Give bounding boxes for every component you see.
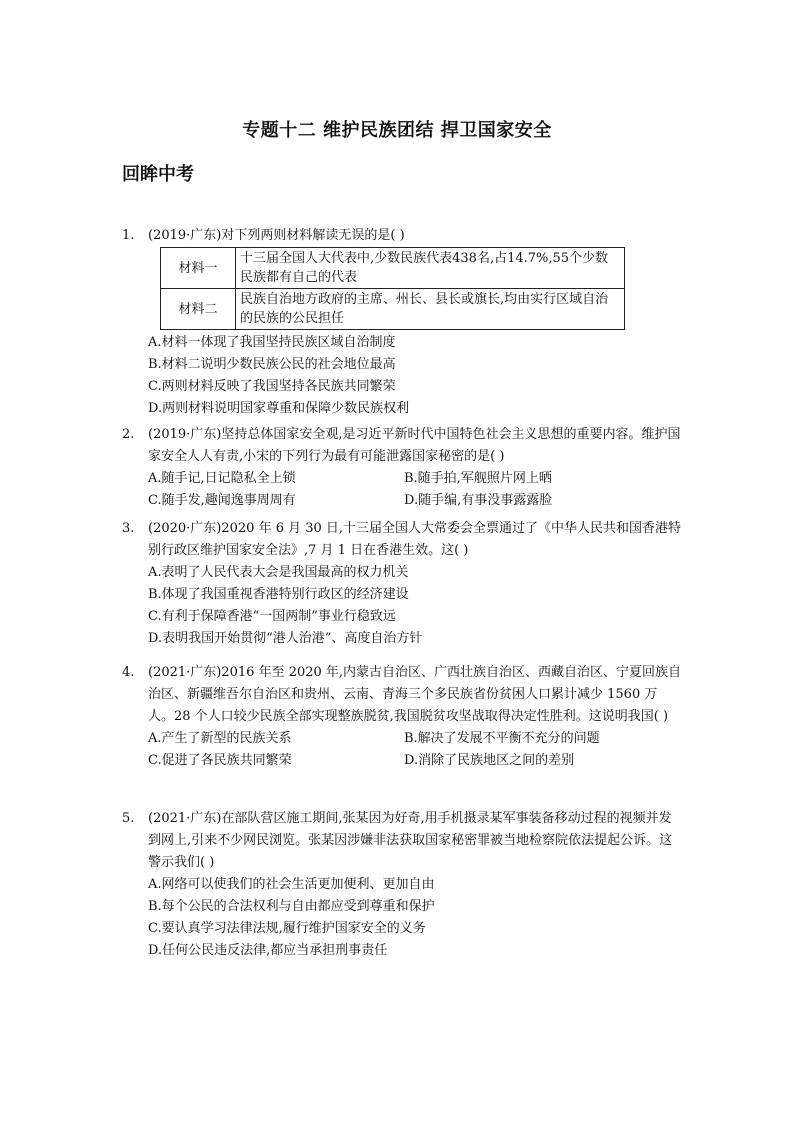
question-stem: (2020·广东)2020 年 6 月 30 日,十三届全国人大常委会全票通过了《中华人民共和国香港特别行政区维护国家安全法》,7 月 1 日在香港生效。这( ) [148, 521, 682, 558]
option-d: D.消除了民族地区之间的差别 [404, 753, 575, 768]
table-row [161, 248, 625, 289]
page-title: 专题十二 维护民族团结 捍卫国家安全 [242, 120, 552, 141]
question-number: 2. [122, 427, 135, 442]
question-number: 3. [122, 521, 135, 536]
option-d: D.随手编,有事没事露露脸 [404, 493, 553, 508]
materials-table [160, 247, 625, 330]
question-number: 5. [122, 811, 135, 826]
question-3 [122, 518, 682, 650]
option-b: B.体现了我国重视香港特别行政区的经济建设 [148, 587, 409, 602]
table-row [161, 289, 625, 330]
question-stem: (2021·广东)2016 年至 2020 年,内蒙古自治区、广西壮族自治区、西藏自治区、宁夏回族自治区、新疆维吾尔自治区和贵州、云南、青海三个多民族省份贫困人口累计减少 1560 万人。28 个人口较少民族全部实现整族脱贫,我国脱贫攻坚战取得决定性胜利。这说明我国( ) [148, 665, 682, 724]
option-a: A.随手记,日记隐私全上锁 [148, 471, 296, 486]
option-b: B.材料二说明少数民族公民的社会地位最高 [148, 357, 396, 372]
option-d: D.表明我国开始贯彻“港人治港”、高度自治方针 [148, 631, 423, 646]
option-c: C.随手发,趣闻逸事周周有 [148, 493, 296, 508]
question-4 [122, 662, 682, 772]
option-c: C.促进了各民族共同繁荣 [148, 753, 292, 768]
question-stem: (2019·广东)坚持总体国家安全观,是习近平新时代中国特色社会主义思想的重要内容。维护国家安全人人有责,小宋的下列行为最有可能泄露国家秘密的是( ) [148, 427, 681, 464]
material-text: 民族自治地方政府的主席、州长、县长或旗长,均由实行区域自治的民族的公民担任 [236, 289, 625, 330]
option-row [148, 728, 682, 750]
question-1 [122, 225, 682, 420]
question-number: 4. [122, 665, 135, 680]
option-row [148, 750, 682, 772]
material-text: 十三届全国人大代表中,少数民族代表438名,占14.7%,55个少数民族都有自己的代表 [236, 248, 625, 289]
option-c: C.两则材料反映了我国坚持各民族共同繁荣 [148, 379, 396, 394]
option-a: A.产生了新型的民族关系 [148, 731, 292, 746]
option-c: C.有利于保障香港“一国两制”事业行稳致远 [148, 609, 396, 624]
option-a: A.表明了人民代表大会是我国最高的权力机关 [148, 565, 409, 580]
option-row [148, 468, 682, 490]
material-label: 材料二 [161, 289, 236, 330]
option-d: D.任何公民违反法律,都应当承担刑事责任 [148, 943, 388, 958]
option-b: B.随手拍,军舰照片网上晒 [404, 471, 552, 486]
option-d: D.两则材料说明国家尊重和保障少数民族权利 [148, 401, 410, 416]
section-heading: 回眸中考 [122, 164, 194, 185]
option-a: A.材料一体现了我国坚持民族区域自治制度 [148, 335, 396, 350]
option-row [148, 490, 682, 512]
question-stem: (2019·广东)对下列两则材料解读无误的是( ) [148, 228, 405, 243]
material-label: 材料一 [161, 248, 236, 289]
option-a: A.网络可以使我们的社会生活更加便利、更加自由 [148, 877, 435, 892]
question-2 [122, 424, 682, 512]
option-c: C.要认真学习法律法规,履行维护国家安全的义务 [148, 921, 426, 936]
question-5 [122, 808, 682, 962]
option-b: B.解决了发展不平衡不充分的问题 [404, 731, 600, 746]
question-stem: (2021·广东)在部队营区施工期间,张某因为好奇,用手机摄录某军事装备移动过程的视频并发到网上,引来不少网民浏览。张某因涉嫌非法获取国家秘密罪被当地检察院依法提起公诉。这警示我们( ) [148, 811, 673, 870]
question-number: 1. [122, 228, 135, 243]
option-b: B.每个公民的合法权利与自由都应受到尊重和保护 [148, 899, 435, 914]
